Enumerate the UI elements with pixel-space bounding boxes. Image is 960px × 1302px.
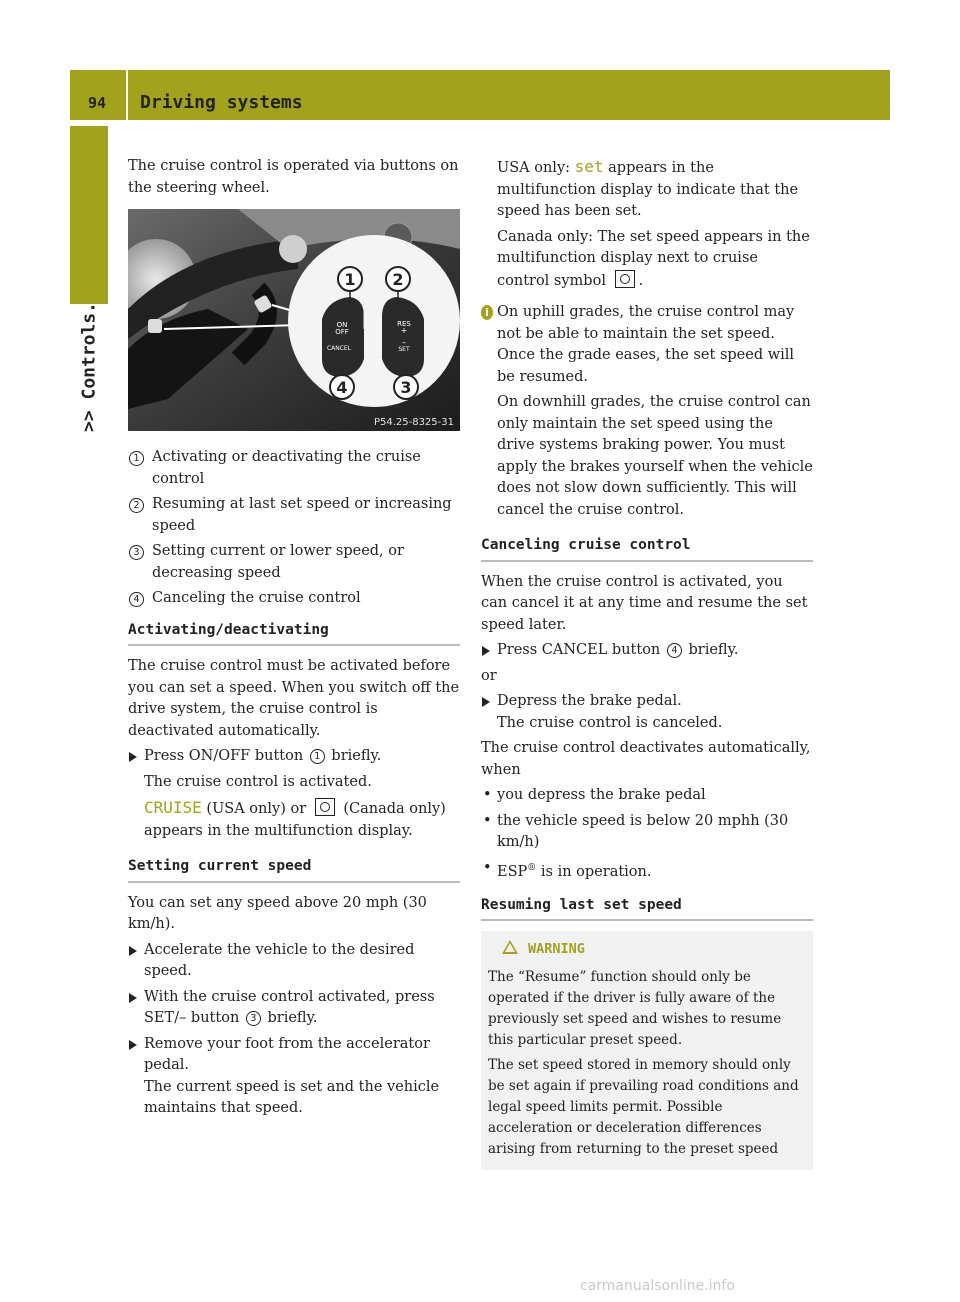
usa-set-note: USA only: set appears in the multifunction display to indicate that the speed has been set.	[497, 157, 799, 219]
warning-text-2: The set speed stored in memory should only be set again if prevailing road conditions and legal speed limits permit. Possible acceleration or deceleration differences arising from returning to the preset speed	[488, 1056, 799, 1157]
steering-wheel-figure	[128, 209, 460, 431]
bullet-brake: • you depress the brake pedal	[481, 785, 813, 807]
set-display-word: set	[574, 157, 604, 176]
heading-activating: Activating/deactivating	[128, 620, 460, 647]
setting-step-2: With the cruise control activated, press SET/– button 3 briefly.	[128, 987, 460, 1030]
warning-text-1: The “Resume” function should only be operated if the driver is fully aware of the previously set speed and wishes to resume this particular preset speed.	[488, 968, 782, 1048]
bullet-esp: • ESP® is in operation.	[481, 858, 813, 883]
button-on-label: ON	[336, 321, 348, 329]
canceling-step-2-result: The cruise control is canceled.	[497, 714, 723, 731]
svg-text:2: 2	[392, 270, 404, 289]
right-column	[481, 156, 813, 1170]
canceling-step-2: Depress the brake pedal. The cruise control is canceled.	[481, 691, 813, 734]
figure-code: P54.25-8325-31	[373, 417, 454, 428]
button-minus-label: –	[402, 338, 406, 347]
setting-step-3: Remove your foot from the accelerator pedal. The current speed is set and the vehicle maintains that speed.	[128, 1034, 460, 1120]
side-chapter-label	[70, 301, 108, 433]
section-title: Driving systems	[140, 92, 303, 113]
steering-wheel-illustration	[128, 209, 460, 431]
canceling-para: When the cruise control is activated, you can cancel it at any time and resume the set speed later.	[481, 573, 808, 633]
info-downhill: On downhill grades, the cruise control can only maintain the set speed using the drive systems braking power. You must apply the brakes yourself when the vehicle does not slow down sufficiently. This will cancel the cruise control.	[497, 394, 813, 518]
activating-step: Press ON/OFF button 1 briefly.	[128, 746, 460, 768]
svg-text:4: 4	[336, 378, 348, 397]
warning-box	[481, 931, 813, 1170]
setting-para: You can set any speed above 20 mph (30 km/h).	[128, 894, 427, 932]
info-note	[481, 302, 813, 521]
intro-text: The cruise control is operated via buttons on the steering wheel.	[128, 158, 459, 196]
warning-triangle-icon	[502, 940, 518, 954]
watermark: carmanualsonline.info	[580, 1278, 735, 1294]
side-chapter-text: >> Controls.	[78, 301, 100, 433]
bullet-speed: • the vehicle speed is below 20 mphh (30 km/h)	[481, 811, 813, 854]
page-number: 94	[88, 94, 107, 112]
setting-step-3-result: The current speed is set and the vehicle maintains that speed.	[144, 1078, 440, 1116]
section-header	[128, 70, 890, 120]
cruise-control-icon	[315, 798, 335, 816]
button-off-label: OFF	[335, 328, 349, 336]
cruise-display-note: CRUISE (USA only) or (Canada only) appears in the multifunction display.	[144, 798, 446, 839]
setting-step-1: Accelerate the vehicle to the desired speed.	[128, 940, 460, 983]
left-column	[128, 156, 460, 1124]
or-text: or	[481, 667, 497, 684]
button-res-label: RES	[397, 320, 411, 328]
svg-text:1: 1	[344, 270, 356, 289]
activating-para: The cruise control must be activated before you can set a speed. When you switch off the drive system, the cruise control is deactivated automatically.	[128, 658, 460, 739]
legend-item-3: 3 Setting current or lower speed, or decreasing speed	[128, 541, 460, 584]
button-plus-label: +	[400, 326, 408, 335]
heading-canceling: Canceling cruise control	[481, 535, 813, 562]
legend-item-1: 1 Activating or deactivating the cruise control	[128, 447, 460, 490]
legend-item-4: 4 Canceling the cruise control	[128, 588, 460, 610]
canceling-step-1: Press CANCEL button 4 briefly.	[481, 640, 813, 662]
button-set-label: SET	[398, 346, 410, 353]
activating-result: The cruise control is activated.	[144, 773, 372, 790]
svg-text:3: 3	[400, 378, 412, 397]
heading-setting: Setting current speed	[128, 856, 460, 883]
page-number-box	[70, 70, 126, 120]
side-tab-marker	[70, 126, 108, 304]
info-icon: i	[481, 305, 493, 320]
button-cancel-label: CANCEL	[326, 345, 352, 352]
auto-deactivate-text: The cruise control deactivates automatically, when	[481, 740, 811, 778]
cruise-control-icon	[615, 270, 635, 288]
heading-resuming: Resuming last set speed	[481, 895, 813, 922]
canada-set-note: Canada only: The set speed appears in the multifunction display next to cruise control symbol .	[497, 228, 810, 289]
cruise-display-word: CRUISE	[144, 798, 202, 817]
legend-item-2: 2 Resuming at last set speed or increasing speed	[128, 494, 460, 537]
info-uphill: On uphill grades, the cruise control may not be able to maintain the set speed. Once the grade eases, the set speed will be resumed.	[497, 304, 795, 385]
warning-title: WARNING	[488, 939, 805, 961]
